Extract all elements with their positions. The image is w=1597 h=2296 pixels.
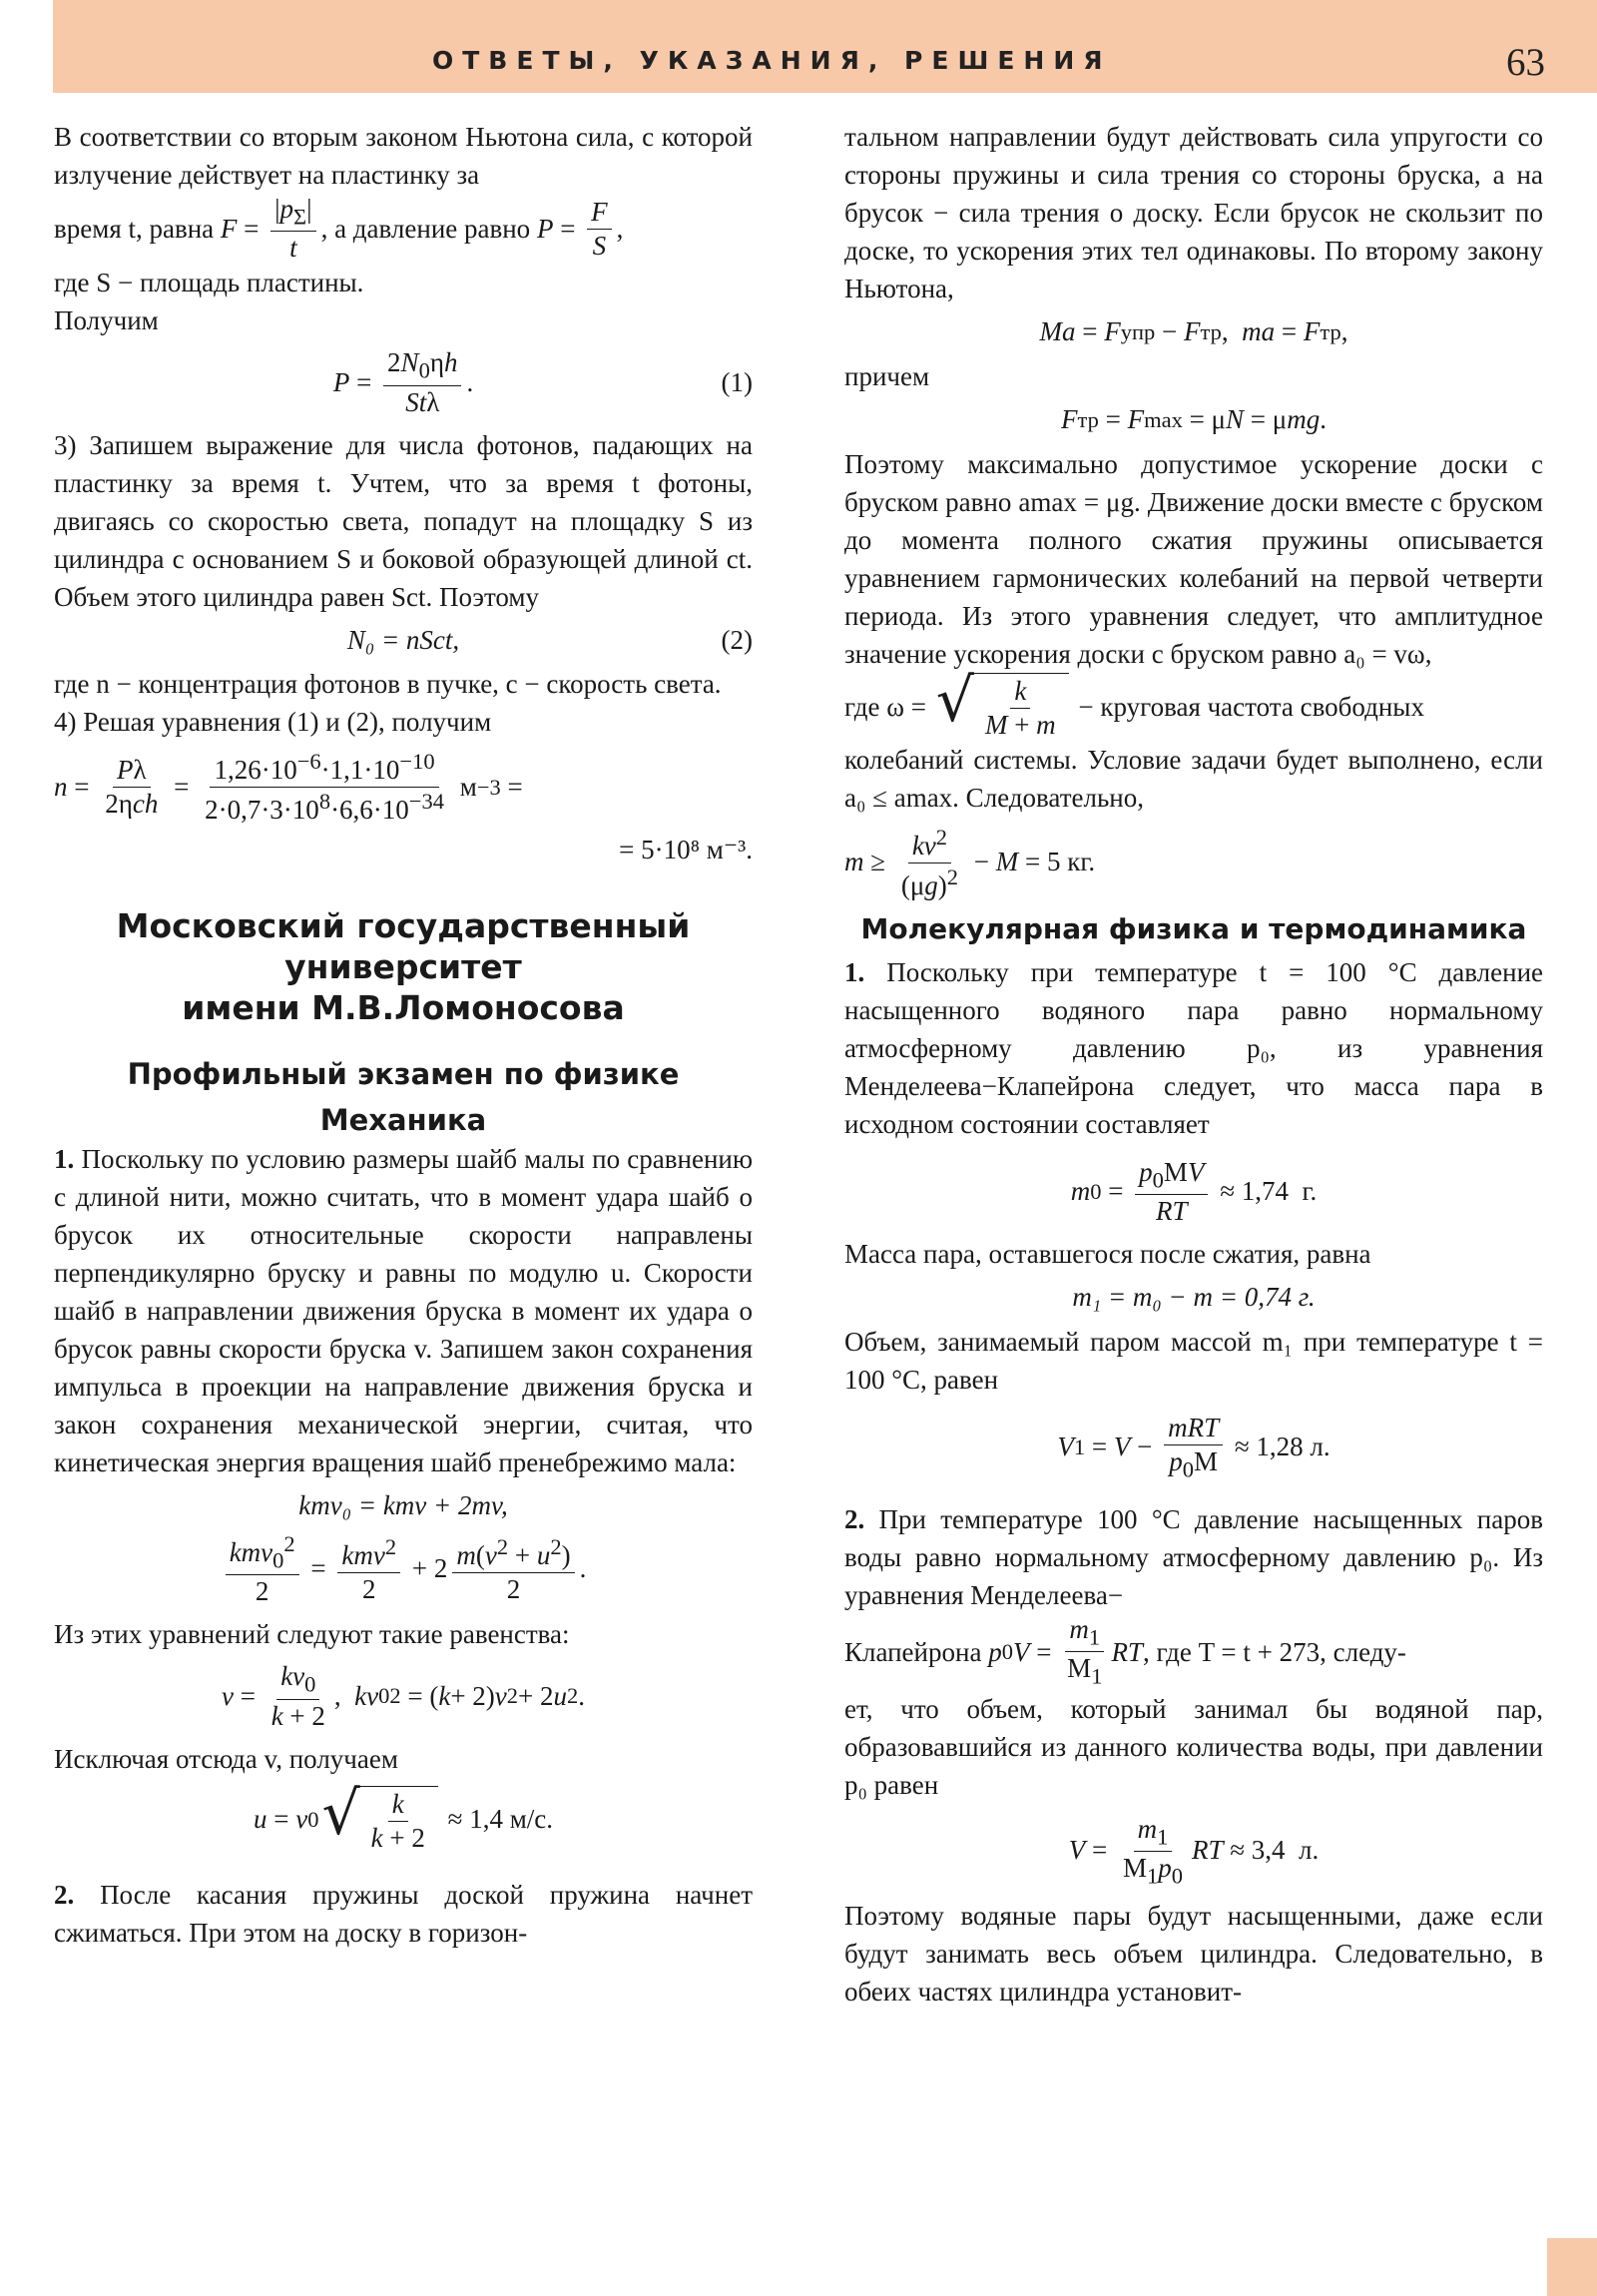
paragraph: Масса пара, оставшегося после сжатия, равна xyxy=(844,1239,1371,1269)
m1-equation-1: kmv₀ = kmv + 2mv, xyxy=(298,1490,508,1521)
paragraph: Из этих уравнений следуют такие равенства: xyxy=(54,1619,570,1650)
problem-t2: 2. При температуре 100 °C давление насыщенных паров воды равно нормальному атмосферному давлению p₀. Из уравнения Менделеева− xyxy=(844,1504,1543,1611)
problem-1: 1. Поскольку по условию размеры шайб малы по сравнению с длиной нити, можно считать, что в момент удара шайб о брусок их относительные скорости направлены перпендикулярно бруску и равны по модулю u. Скорости шайб в направлении движения бруска в момент их удара о брусок равны скорости бруска v. Запишем закон сохранения импульса в проекции на направление движения бруска и закон сохранения механической энергии, считая, что кинетическая энергия вращения шайб пренебрежимо мала: xyxy=(54,1144,754,1478)
r-equation-2: F тр = F max = μ N = μ mg . xyxy=(1060,403,1327,434)
paragraph: 4) Решая уравнения (1) и (2), получим xyxy=(54,707,492,738)
m1-equation-4: u = v 0 √ $\frac{k}{k + 2}$ ≈ 1,4 м/с. xyxy=(253,1778,554,1853)
equation-1: P = $\frac{2N_0\eta h}{\text{Stλ}}$ . (1) xyxy=(332,347,753,417)
equation-3-result: = 5·10⁸ м⁻³. xyxy=(619,835,753,865)
page-header-band xyxy=(53,0,1597,93)
r-equation-1: Ma = F упр − F тр , ma = F тр , xyxy=(1039,316,1348,346)
paragraph-inline-formula: время t, равна F = $\frac{|p_\Sigma|}{t}$ , а давление равно P = $\frac{F}{S}$ , xyxy=(54,194,624,264)
paragraph: где S − площадь пластины. xyxy=(54,268,364,298)
m1-equation-3: v = $\frac{kv_0}{k + 2}$ , kv 0 2 = ( k + 2) v 2 + 2 u 2 . xyxy=(221,1661,586,1731)
paragraph: колебаний системы. Условие задачи будет выполнено, если a₀ ≤ amax. Следовательно, xyxy=(844,744,1543,813)
paragraph: ет, что объем, который занимал бы водяной пар, образовавшийся из данного количества воды, при давлении p₀ равен xyxy=(844,1693,1543,1800)
r-equation-3: m ≥ $\frac{kv^2}{(\mu g)^2}$ − M = 5 кг. xyxy=(844,824,1096,900)
paragraph: Поэтому водяные пары будут насыщенными, даже если будут занимать весь объем цилиндра. Следовательно, в обеих частях цилиндра установит- xyxy=(844,1901,1543,2008)
t1-equation-3: V 1 = V − $\frac{\text{mRT}}{p_0M}$ ≈ 1,28 л. xyxy=(1057,1412,1331,1482)
m1-equation-2: $\frac{kmv_0^2}{2}$ = $\frac{kmv^2}{2}$ + 2 $\frac{m(v^2 + u^2)}{2}$ . xyxy=(54,1531,753,1607)
t1-equation-1: m 0 = $\frac{p_0MV}{RT}$ ≈ 1,74 г. xyxy=(1070,1156,1318,1226)
corner-tab xyxy=(1547,2238,1597,2296)
problem-t1: 1. Поскольку при температуре t = 100 °C давление насыщенного водяного пара равно нормальному атмосферному давлению p₀, из уравнения Менделеева−Клапейрона следует, что масса пара в исходном состоянии составляет xyxy=(844,956,1543,1139)
paragraph: В соответствии со вторым законом Ньютона сила, с которой излучение действует на пластинку за xyxy=(54,122,753,190)
paragraph: 3) Запишем выражение для числа фотонов, падающих на пластинку за время t. Учтем, что за время t фотоны, двигаясь со скоростью света, попадут на площадку S из цилиндра с основанием S и боковой образующей длиной ct. Объем этого цилиндра равен Sct. Поэтому xyxy=(54,429,753,612)
right-column xyxy=(844,118,1543,2010)
equation-3: n = $\frac{P\lambda}{\text{2ηch}}$ = $\frac{1,26\cdot 10^{-6}\cdot 1,1\cdot 10^{-10}}{2\cdot 0,7\cdot 3\cdot 10^8\cdot 6,6\cdot 10^{-34}}$ м −3 = xyxy=(54,749,523,826)
t2-equation-1: V = $\frac{m_1}{M_1p_0}$ RT ≈ 3,4 л. xyxy=(1068,1813,1320,1889)
left-column xyxy=(54,118,753,1952)
running-head: ОТВЕТЫ, УКАЗАНИЯ, РЕШЕНИЯ xyxy=(432,46,1112,75)
paragraph-inline-formula: где ω = √ $\frac{k}{M + m}$ − круговая частота свободных xyxy=(844,665,1424,740)
page-number: 63 xyxy=(1506,41,1545,84)
paragraph: тальном направлении будут действовать сила упругости со стороны пружины и сила трения со стороны бруска, а на брусок − сила трения о доску. Если брусок не скользит по доске, то ускорения этих тел одинаковы. По второму закону Ньютона, xyxy=(844,122,1543,303)
paragraph-inline-formula: Клапейрона p 0 V = $\frac{m_1}{M_1}$ RT , где T = t + 273, следу- xyxy=(844,1614,1406,1689)
paragraph: Исключая отсюда v, получаем xyxy=(54,1743,398,1774)
equation-2: N₀ = nSct, (2) xyxy=(346,624,753,655)
paragraph: причем xyxy=(844,360,930,391)
section-mechanics: Механика xyxy=(319,1103,487,1138)
paragraph: Объем, занимаемый паром массой m₁ при температуре t = 100 °C, равен xyxy=(844,1326,1543,1395)
paragraph: Получим xyxy=(54,305,159,336)
problem-2: 2. После касания пружины доской пружина начнет сжиматься. При этом на доску в горизон- xyxy=(54,1879,753,1948)
paragraph: Поэтому максимально допустимое ускорение доски с бруском равно amax = μg. Движение доски вместе с бруском до момента полного сжатия пружины описывается уравнением гармонических колебаний на первой четверти периода. Из этого уравнения следует, что амплитудное значение ускорения доски с бруском равно a₀ = vω, xyxy=(844,448,1543,669)
paragraph: где n − концентрация фотонов в пучке, c − скорость света. xyxy=(54,669,722,700)
university-title: Московский государственный университет имени М.В.Ломоносова xyxy=(116,906,691,1028)
t1-equation-2: m₁ = m₀ − m = 0,74 г. xyxy=(1072,1282,1316,1312)
section-molecular: Молекулярная физика и термодинамика xyxy=(860,911,1527,945)
exam-title: Профильный экзамен по физике xyxy=(127,1057,680,1092)
